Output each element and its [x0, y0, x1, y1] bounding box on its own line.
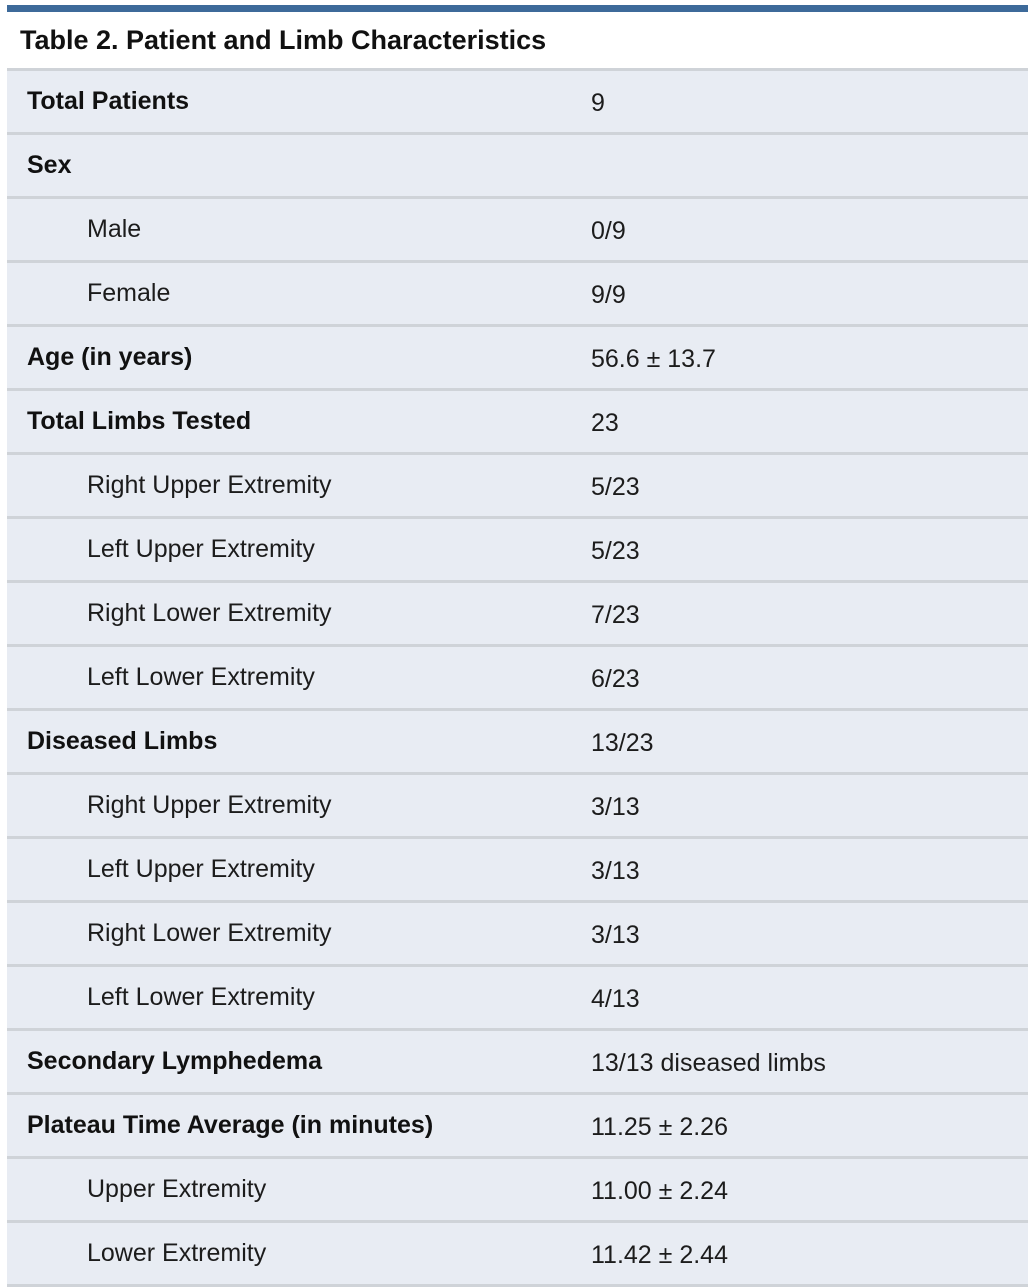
row-heading-label: Age (in years) — [27, 343, 193, 371]
row-value: 11.42 ± 2.44 — [591, 1241, 728, 1269]
table-row — [7, 1095, 1028, 1159]
table-row — [7, 135, 1028, 199]
row-heading-label: Diseased Limbs — [27, 727, 218, 755]
row-value: 5/23 — [591, 473, 640, 501]
row-value — [591, 164, 1028, 168]
row-value: 3/13 — [591, 857, 640, 885]
row-sub-label: Right Upper Extremity — [87, 471, 332, 499]
row-value: 13/13 diseased limbs — [591, 1049, 826, 1077]
table-row — [7, 519, 1028, 583]
row-sub-label: Left Upper Extremity — [87, 855, 315, 883]
row-heading-label: Total Patients — [27, 87, 190, 115]
row-value: 56.6 ± 13.7 — [591, 345, 716, 373]
row-value: 9 — [591, 89, 605, 117]
table-row — [7, 391, 1028, 455]
table-row — [7, 263, 1028, 327]
row-heading-label: Plateau Time Average (in minutes) — [27, 1111, 434, 1139]
row-value: 6/23 — [591, 665, 640, 693]
table-row — [7, 199, 1028, 263]
table-row — [7, 711, 1028, 775]
row-value: 0/9 — [591, 217, 626, 245]
table-row — [7, 647, 1028, 711]
row-value: 4/13 — [591, 985, 640, 1013]
table-row — [7, 583, 1028, 647]
table-row — [7, 903, 1028, 967]
row-sub-label: Upper Extremity — [87, 1175, 267, 1203]
row-sub-label: Left Lower Extremity — [87, 983, 315, 1011]
row-heading-label: Total Limbs Tested — [27, 407, 252, 435]
row-heading-label: Secondary Lymphedema — [27, 1047, 323, 1075]
table-row — [7, 71, 1028, 135]
row-value: 9/9 — [591, 281, 626, 309]
table-row — [7, 1159, 1028, 1223]
row-value: 7/23 — [591, 601, 640, 629]
table-accent-bar — [7, 5, 1028, 12]
table-row — [7, 839, 1028, 903]
table-row — [7, 775, 1028, 839]
row-sub-label: Lower Extremity — [87, 1239, 267, 1267]
table-body — [7, 68, 1028, 1287]
table-row — [7, 327, 1028, 391]
table-row — [7, 455, 1028, 519]
row-value: 3/13 — [591, 921, 640, 949]
table-row — [7, 967, 1028, 1031]
row-sub-label: Right Lower Extremity — [87, 919, 332, 947]
row-sub-label: Right Upper Extremity — [87, 791, 332, 819]
row-sub-label: Female — [87, 279, 171, 307]
table-row — [7, 1031, 1028, 1095]
row-sub-label: Right Lower Extremity — [87, 599, 332, 627]
row-value: 11.25 ± 2.26 — [591, 1113, 728, 1141]
table-caption: Table 2. Patient and Limb Characteristics — [7, 12, 1028, 68]
row-sub-label: Left Upper Extremity — [87, 535, 315, 563]
table-row — [7, 1223, 1028, 1287]
row-heading-label: Sex — [27, 151, 72, 179]
row-value: 5/23 — [591, 537, 640, 565]
row-sub-label: Male — [87, 215, 142, 243]
characteristics-table — [7, 5, 1028, 1287]
row-value: 3/13 — [591, 793, 640, 821]
row-value: 13/23 — [591, 729, 654, 757]
row-value: 23 — [591, 409, 619, 437]
row-value: 11.00 ± 2.24 — [591, 1177, 728, 1205]
row-sub-label: Left Lower Extremity — [87, 663, 315, 691]
